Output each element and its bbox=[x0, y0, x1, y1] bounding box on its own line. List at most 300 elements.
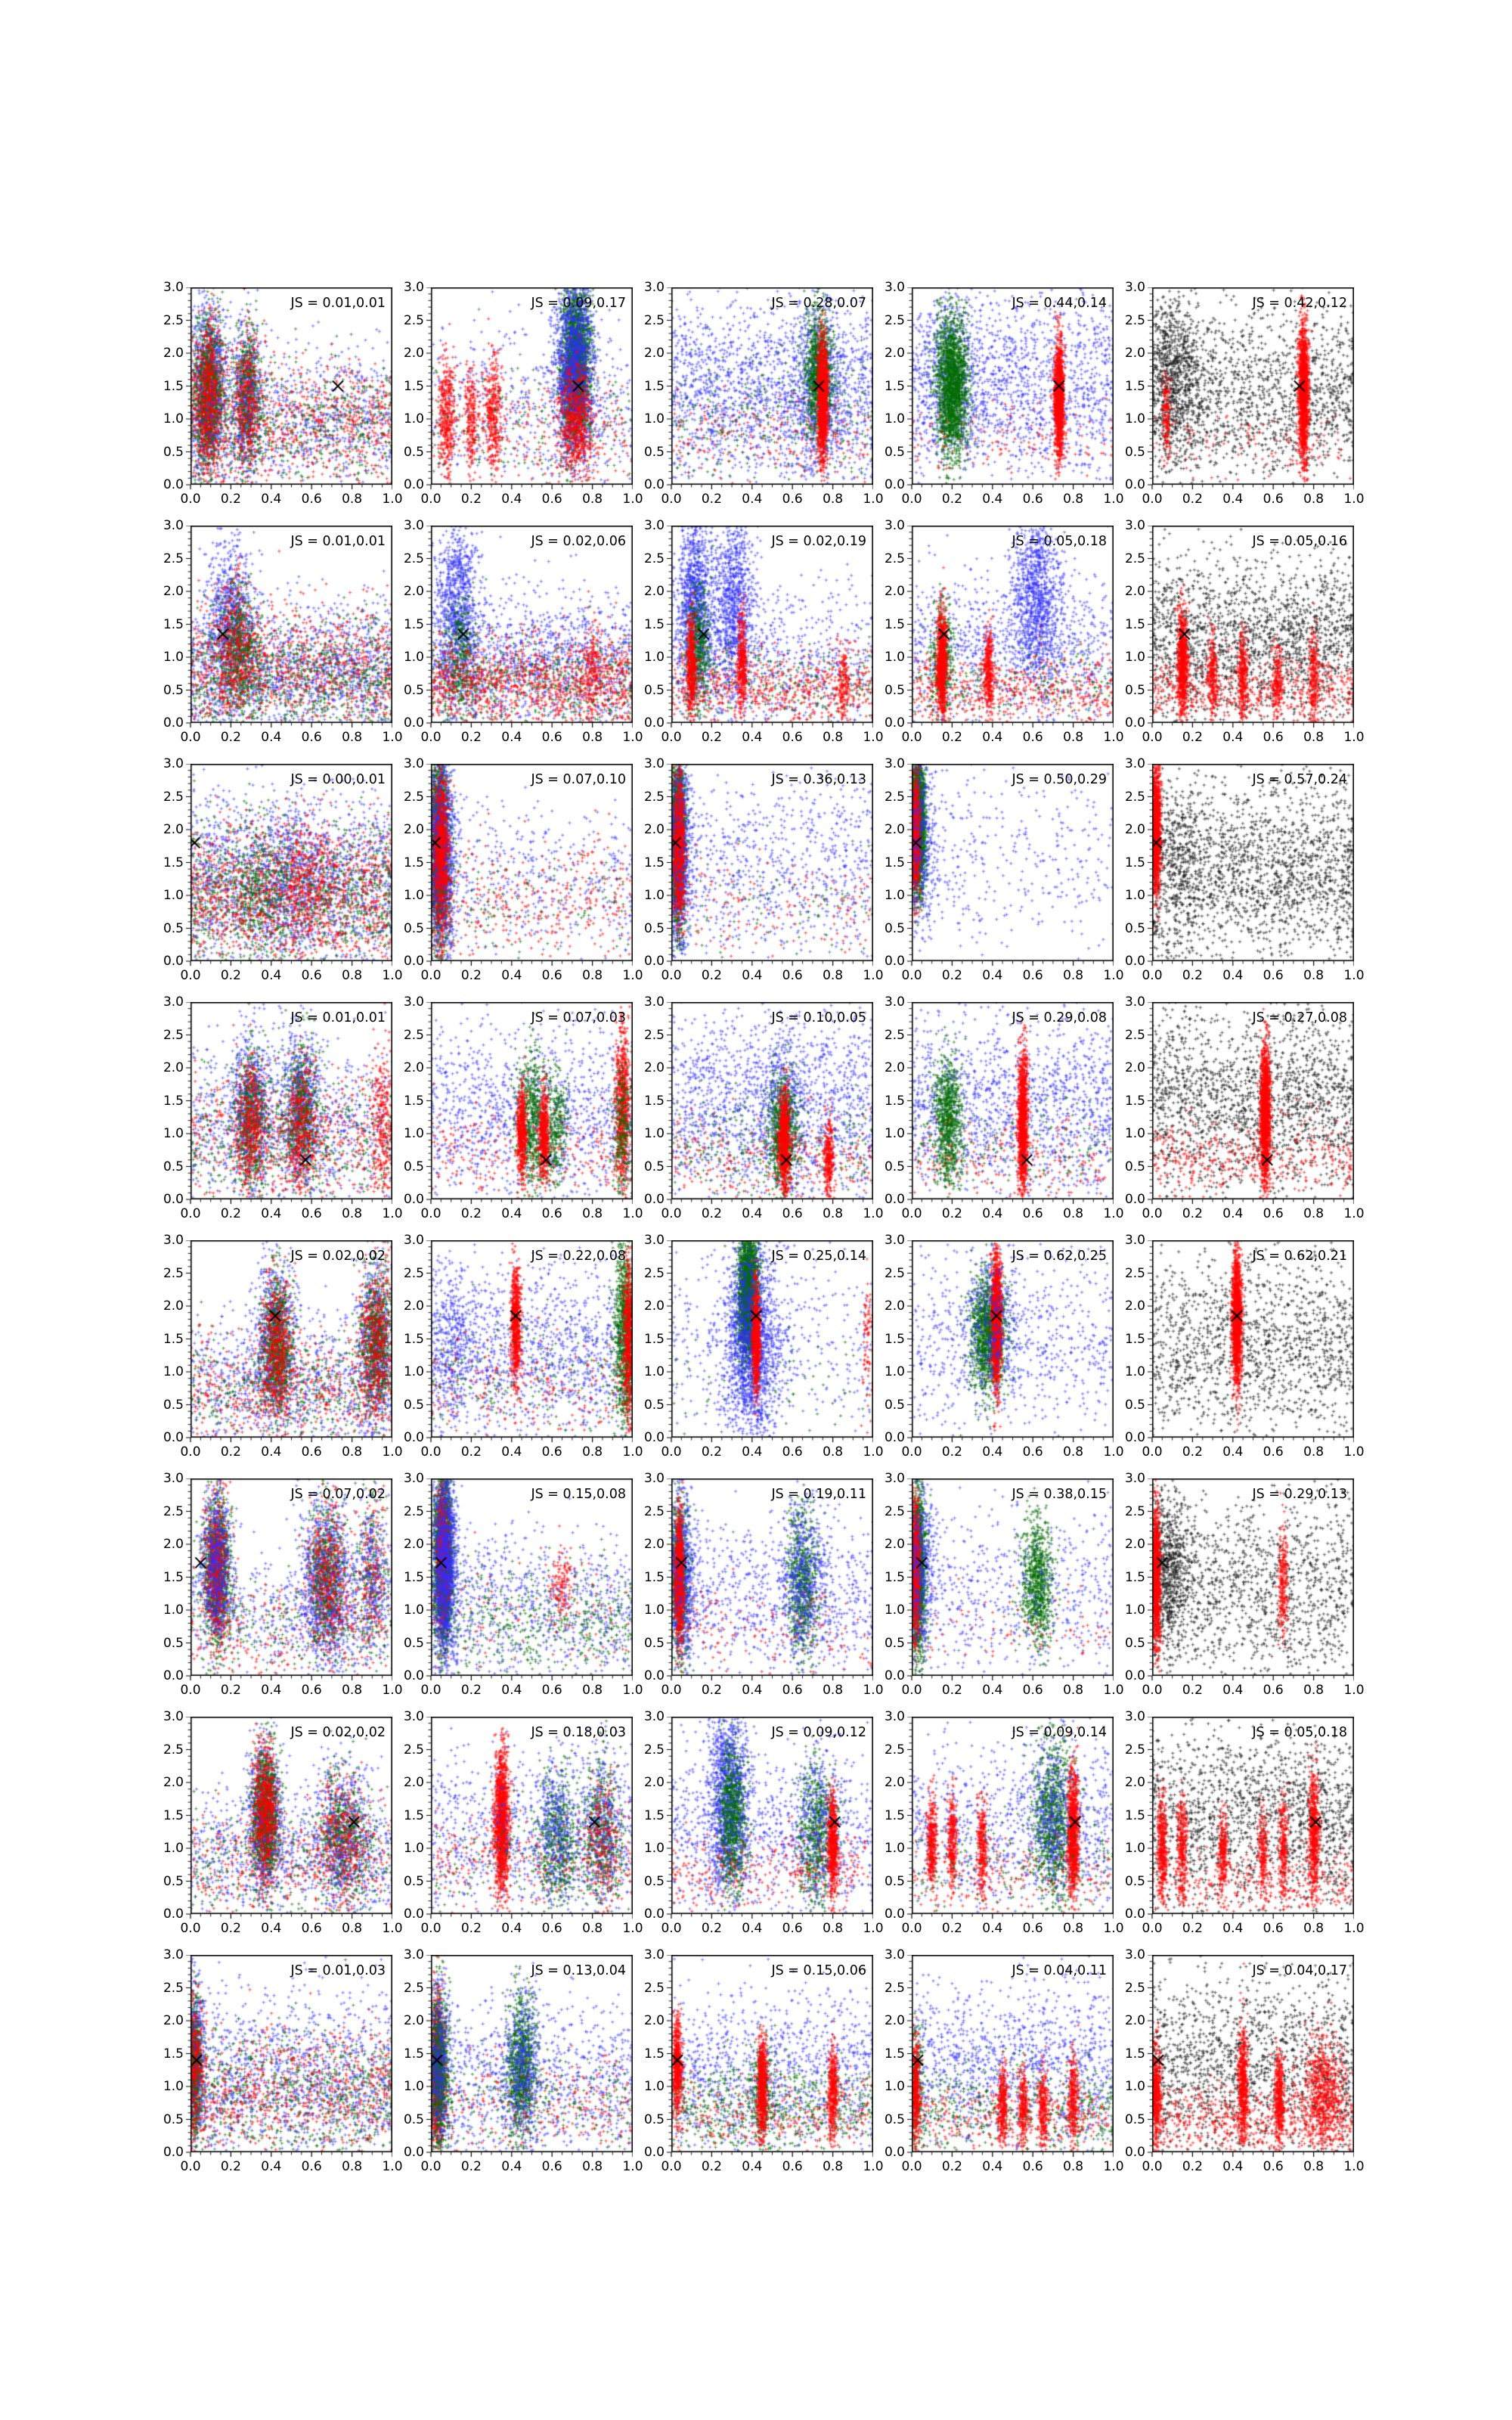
y-tick-label: 2.0 bbox=[403, 584, 424, 599]
x-tick-label: 1.0 bbox=[622, 1206, 643, 1221]
y-tick-label: 1.5 bbox=[163, 1569, 184, 1585]
subplot-r5c1 bbox=[163, 1233, 403, 1460]
y-tick-label: 0.0 bbox=[163, 715, 184, 731]
y-tick-label: 2.5 bbox=[403, 1742, 424, 1758]
y-tick-label: 1.5 bbox=[884, 2046, 905, 2062]
y-tick-label: 0.0 bbox=[1124, 954, 1145, 969]
y-tick-label: 1.0 bbox=[1124, 650, 1145, 665]
y-tick-label: 0.5 bbox=[403, 1873, 424, 1889]
scatter-canvas bbox=[1143, 526, 1354, 732]
subplot-r3c2 bbox=[403, 756, 643, 983]
x-tick-label: 0.2 bbox=[1182, 1683, 1203, 1698]
y-tick-label: 0.5 bbox=[1124, 2111, 1145, 2127]
js-annotation: JS = 0.13,0.04 bbox=[531, 1963, 626, 1978]
x-tick-label: 0.0 bbox=[901, 2159, 922, 2174]
subplot-r5c3 bbox=[643, 1233, 884, 1460]
y-tick-label: 1.0 bbox=[403, 1841, 424, 1856]
y-tick-label: 1.0 bbox=[163, 1364, 184, 1379]
y-tick-label: 0.0 bbox=[403, 1430, 424, 1445]
x-tick-label: 0.2 bbox=[460, 1683, 482, 1698]
x-tick-label: 0.6 bbox=[541, 1206, 562, 1221]
x-tick-label: 0.4 bbox=[742, 492, 763, 507]
subplot-r3c3 bbox=[643, 756, 884, 983]
scatter-canvas bbox=[422, 1240, 633, 1447]
y-tick-label: 2.5 bbox=[1124, 1980, 1145, 1996]
y-tick-label: 3.0 bbox=[884, 1947, 905, 1962]
x-tick-label: 0.2 bbox=[1182, 1206, 1203, 1221]
y-tick-label: 3.0 bbox=[1124, 1471, 1145, 1486]
x-tick-label: 0.4 bbox=[1222, 492, 1244, 507]
x-tick-label: 0.4 bbox=[501, 1444, 522, 1460]
scatter-canvas bbox=[422, 764, 633, 970]
x-tick-label: 1.0 bbox=[1343, 492, 1365, 507]
scatter-canvas bbox=[662, 526, 873, 732]
x-tick-label: 0.8 bbox=[342, 1921, 363, 1936]
subplot-r6c5 bbox=[1124, 1471, 1365, 1698]
x-tick-label: 1.0 bbox=[382, 1444, 403, 1460]
y-tick-label: 2.0 bbox=[1124, 1060, 1145, 1075]
y-tick-label: 1.5 bbox=[1124, 855, 1145, 870]
y-tick-label: 2.5 bbox=[403, 1027, 424, 1043]
x-tick-label: 0.4 bbox=[1222, 1206, 1244, 1221]
x-tick-label: 0.4 bbox=[1222, 1921, 1244, 1936]
y-tick-label: 2.0 bbox=[884, 1775, 905, 1790]
y-tick-label: 1.0 bbox=[1124, 1841, 1145, 1856]
x-tick-label: 0.2 bbox=[941, 2159, 962, 2174]
x-tick-label: 0.6 bbox=[1263, 1206, 1284, 1221]
x-tick-label: 0.8 bbox=[342, 492, 363, 507]
y-tick-label: 0.5 bbox=[643, 2111, 665, 2127]
x-tick-label: 0.8 bbox=[342, 730, 363, 745]
y-tick-label: 2.0 bbox=[884, 1537, 905, 1552]
y-tick-label: 2.0 bbox=[1124, 1537, 1145, 1552]
y-tick-label: 2.0 bbox=[1124, 2013, 1145, 2028]
y-tick-label: 0.0 bbox=[1124, 1192, 1145, 1207]
x-tick-label: 0.2 bbox=[701, 492, 722, 507]
y-tick-label: 2.0 bbox=[884, 2013, 905, 2028]
scatter-canvas bbox=[1143, 1002, 1354, 1208]
x-tick-label: 0.6 bbox=[1263, 968, 1284, 983]
y-tick-label: 1.5 bbox=[1124, 2046, 1145, 2062]
x-tick-label: 0.4 bbox=[501, 1206, 522, 1221]
x-tick-label: 0.0 bbox=[901, 1683, 922, 1698]
y-tick-label: 3.0 bbox=[643, 994, 665, 1010]
y-tick-label: 2.5 bbox=[163, 312, 184, 328]
x-tick-label: 0.2 bbox=[941, 492, 962, 507]
y-tick-label: 2.0 bbox=[163, 346, 184, 361]
x-tick-label: 0.4 bbox=[261, 1921, 282, 1936]
y-tick-label: 0.0 bbox=[163, 1907, 184, 1922]
js-annotation: JS = 0.36,0.13 bbox=[771, 772, 866, 787]
x-tick-label: 0.8 bbox=[582, 968, 603, 983]
y-tick-label: 0.5 bbox=[403, 1635, 424, 1651]
js-annotation: JS = 0.19,0.11 bbox=[771, 1487, 866, 1502]
x-tick-label: 1.0 bbox=[1343, 1683, 1365, 1698]
y-tick-label: 1.5 bbox=[163, 616, 184, 632]
y-tick-label: 1.0 bbox=[884, 1602, 905, 1618]
y-tick-label: 2.0 bbox=[643, 1298, 665, 1314]
x-tick-label: 0.6 bbox=[301, 968, 322, 983]
x-tick-label: 0.4 bbox=[261, 1444, 282, 1460]
subplot-r2c3 bbox=[643, 518, 884, 745]
y-tick-label: 2.5 bbox=[884, 1503, 905, 1519]
x-tick-label: 1.0 bbox=[1343, 1921, 1365, 1936]
y-tick-label: 0.0 bbox=[403, 477, 424, 492]
x-tick-label: 0.0 bbox=[420, 1683, 442, 1698]
subplot-r8c3 bbox=[643, 1947, 884, 2174]
x-tick-label: 0.4 bbox=[982, 1206, 1003, 1221]
y-tick-label: 2.5 bbox=[884, 551, 905, 566]
y-tick-label: 2.0 bbox=[643, 1060, 665, 1075]
y-tick-label: 3.0 bbox=[884, 280, 905, 295]
y-tick-label: 0.0 bbox=[163, 477, 184, 492]
subplot-r3c4 bbox=[884, 756, 1124, 983]
x-tick-label: 0.4 bbox=[742, 1444, 763, 1460]
y-tick-label: 1.5 bbox=[403, 378, 424, 394]
subplot-r1c4 bbox=[884, 280, 1124, 507]
x-tick-label: 0.2 bbox=[701, 1444, 722, 1460]
y-tick-label: 2.5 bbox=[163, 789, 184, 805]
y-tick-label: 0.0 bbox=[1124, 1907, 1145, 1922]
y-tick-label: 0.5 bbox=[403, 920, 424, 936]
x-tick-label: 0.2 bbox=[701, 968, 722, 983]
y-tick-label: 1.0 bbox=[163, 1126, 184, 1141]
y-tick-label: 3.0 bbox=[1124, 280, 1145, 295]
x-tick-label: 1.0 bbox=[622, 1921, 643, 1936]
subplot-r2c2 bbox=[403, 518, 643, 745]
js-annotation: JS = 0.18,0.03 bbox=[531, 1725, 626, 1740]
x-tick-label: 0.6 bbox=[782, 1683, 803, 1698]
x-tick-label: 1.0 bbox=[863, 492, 884, 507]
subplot-r1c3 bbox=[643, 280, 884, 507]
y-tick-label: 1.5 bbox=[643, 2046, 665, 2062]
x-tick-label: 1.0 bbox=[1103, 1921, 1124, 1936]
x-tick-label: 0.8 bbox=[823, 2159, 844, 2174]
x-tick-label: 1.0 bbox=[382, 2159, 403, 2174]
x-tick-label: 1.0 bbox=[1103, 730, 1124, 745]
y-tick-label: 3.0 bbox=[643, 1233, 665, 1248]
y-tick-label: 2.5 bbox=[643, 1980, 665, 1996]
y-tick-label: 0.5 bbox=[643, 1873, 665, 1889]
y-tick-label: 0.0 bbox=[1124, 715, 1145, 731]
y-tick-label: 3.0 bbox=[1124, 756, 1145, 771]
y-tick-label: 2.0 bbox=[643, 1537, 665, 1552]
y-tick-label: 1.0 bbox=[163, 1841, 184, 1856]
x-tick-label: 0.8 bbox=[582, 1444, 603, 1460]
y-tick-label: 2.0 bbox=[163, 1060, 184, 1075]
y-tick-label: 0.0 bbox=[643, 954, 665, 969]
x-tick-label: 0.4 bbox=[742, 1683, 763, 1698]
y-tick-label: 2.5 bbox=[643, 1503, 665, 1519]
y-tick-label: 2.5 bbox=[1124, 551, 1145, 566]
x-tick-label: 0.6 bbox=[541, 492, 562, 507]
x-tick-label: 0.2 bbox=[460, 1921, 482, 1936]
x-tick-label: 0.0 bbox=[180, 492, 201, 507]
x-tick-label: 0.0 bbox=[661, 1206, 682, 1221]
y-tick-label: 1.0 bbox=[643, 1602, 665, 1618]
x-tick-label: 0.0 bbox=[901, 1921, 922, 1936]
x-tick-label: 0.4 bbox=[982, 492, 1003, 507]
x-tick-label: 0.0 bbox=[661, 730, 682, 745]
y-tick-label: 1.5 bbox=[643, 855, 665, 870]
x-tick-label: 0.4 bbox=[982, 730, 1003, 745]
x-tick-label: 0.6 bbox=[1263, 492, 1284, 507]
scatter-canvas bbox=[181, 287, 392, 494]
subplot-r1c1 bbox=[163, 280, 403, 507]
subplot-r4c4 bbox=[884, 994, 1124, 1221]
y-tick-label: 1.5 bbox=[403, 1569, 424, 1585]
scatter-canvas bbox=[181, 764, 392, 970]
y-tick-label: 2.5 bbox=[163, 1980, 184, 1996]
y-tick-label: 2.0 bbox=[163, 1298, 184, 1314]
y-tick-label: 2.5 bbox=[643, 1265, 665, 1281]
y-tick-label: 0.0 bbox=[884, 477, 905, 492]
x-tick-label: 1.0 bbox=[863, 1444, 884, 1460]
x-tick-label: 0.4 bbox=[261, 1206, 282, 1221]
y-tick-label: 1.0 bbox=[403, 1126, 424, 1141]
x-tick-label: 0.6 bbox=[782, 1444, 803, 1460]
x-tick-label: 0.8 bbox=[342, 1444, 363, 1460]
y-tick-label: 2.0 bbox=[403, 346, 424, 361]
scatter-canvas bbox=[422, 1717, 633, 1923]
y-tick-label: 1.0 bbox=[403, 411, 424, 427]
subplot-r6c1 bbox=[163, 1471, 403, 1698]
x-tick-label: 0.4 bbox=[1222, 1683, 1244, 1698]
x-tick-label: 0.6 bbox=[541, 1683, 562, 1698]
x-tick-label: 0.2 bbox=[701, 2159, 722, 2174]
x-tick-label: 0.6 bbox=[301, 1921, 322, 1936]
x-tick-label: 1.0 bbox=[382, 1683, 403, 1698]
x-tick-label: 0.2 bbox=[1182, 2159, 1203, 2174]
y-tick-label: 1.5 bbox=[1124, 1331, 1145, 1347]
y-tick-label: 3.0 bbox=[163, 518, 184, 533]
scatter-canvas bbox=[1143, 1478, 1354, 1685]
x-tick-label: 0.8 bbox=[1063, 1444, 1084, 1460]
x-tick-label: 0.2 bbox=[1182, 968, 1203, 983]
y-tick-label: 0.0 bbox=[163, 1668, 184, 1683]
y-tick-label: 1.5 bbox=[163, 1093, 184, 1109]
y-tick-label: 0.0 bbox=[1124, 1668, 1145, 1683]
js-annotation: JS = 0.28,0.07 bbox=[771, 296, 866, 311]
scatter-canvas bbox=[1143, 1717, 1354, 1923]
y-tick-label: 1.5 bbox=[163, 378, 184, 394]
y-tick-label: 0.0 bbox=[643, 715, 665, 731]
x-tick-label: 1.0 bbox=[1343, 730, 1365, 745]
x-tick-label: 0.4 bbox=[261, 2159, 282, 2174]
js-annotation: JS = 0.02,0.02 bbox=[290, 1249, 386, 1264]
y-tick-label: 2.0 bbox=[643, 584, 665, 599]
x-tick-label: 1.0 bbox=[382, 1206, 403, 1221]
js-annotation: JS = 0.22,0.08 bbox=[531, 1249, 626, 1264]
y-tick-label: 1.0 bbox=[1124, 411, 1145, 427]
scatter-canvas bbox=[903, 287, 1114, 494]
scatter-canvas bbox=[422, 1002, 633, 1208]
y-tick-label: 2.5 bbox=[403, 1265, 424, 1281]
y-tick-label: 3.0 bbox=[1124, 994, 1145, 1010]
scatter-canvas bbox=[903, 1717, 1114, 1923]
js-annotation: JS = 0.15,0.06 bbox=[771, 1963, 866, 1978]
x-tick-label: 0.0 bbox=[1142, 1921, 1163, 1936]
x-tick-label: 0.8 bbox=[1063, 1921, 1084, 1936]
y-tick-label: 1.0 bbox=[403, 650, 424, 665]
y-tick-label: 0.0 bbox=[884, 2145, 905, 2160]
y-tick-label: 1.0 bbox=[403, 888, 424, 903]
y-tick-label: 3.0 bbox=[884, 1233, 905, 1248]
js-annotation: JS = 0.09,0.14 bbox=[1012, 1725, 1107, 1740]
y-tick-label: 1.0 bbox=[1124, 888, 1145, 903]
js-annotation: JS = 0.44,0.14 bbox=[1012, 296, 1107, 311]
x-tick-label: 1.0 bbox=[382, 1921, 403, 1936]
x-tick-label: 0.2 bbox=[220, 968, 241, 983]
y-tick-label: 0.5 bbox=[884, 1159, 905, 1174]
y-tick-label: 2.0 bbox=[163, 584, 184, 599]
x-tick-label: 0.4 bbox=[982, 2159, 1003, 2174]
y-tick-label: 2.5 bbox=[403, 1503, 424, 1519]
y-tick-label: 3.0 bbox=[643, 1947, 665, 1962]
y-tick-label: 2.5 bbox=[163, 1265, 184, 1281]
x-tick-label: 0.8 bbox=[1063, 1683, 1084, 1698]
y-tick-label: 0.0 bbox=[403, 715, 424, 731]
scatter-canvas bbox=[662, 287, 873, 494]
y-tick-label: 1.5 bbox=[643, 1569, 665, 1585]
y-tick-label: 2.0 bbox=[1124, 1775, 1145, 1790]
x-tick-label: 1.0 bbox=[622, 2159, 643, 2174]
x-tick-label: 0.4 bbox=[1222, 730, 1244, 745]
y-tick-label: 1.0 bbox=[1124, 1126, 1145, 1141]
y-tick-label: 1.0 bbox=[163, 2079, 184, 2094]
x-tick-label: 0.0 bbox=[420, 1444, 442, 1460]
x-tick-label: 0.0 bbox=[420, 730, 442, 745]
x-tick-label: 0.8 bbox=[1063, 1206, 1084, 1221]
x-tick-label: 1.0 bbox=[863, 1921, 884, 1936]
x-tick-label: 0.2 bbox=[941, 968, 962, 983]
scatter-canvas bbox=[422, 526, 633, 732]
y-tick-label: 0.5 bbox=[643, 1635, 665, 1651]
y-tick-label: 1.0 bbox=[163, 650, 184, 665]
y-tick-label: 0.0 bbox=[1124, 1430, 1145, 1445]
x-tick-label: 1.0 bbox=[382, 492, 403, 507]
x-tick-label: 0.4 bbox=[1222, 1444, 1244, 1460]
js-annotation: JS = 0.01,0.03 bbox=[290, 1963, 386, 1978]
y-tick-label: 1.5 bbox=[163, 2046, 184, 2062]
y-tick-label: 0.0 bbox=[884, 954, 905, 969]
y-tick-label: 1.0 bbox=[1124, 2079, 1145, 2094]
y-tick-label: 2.0 bbox=[1124, 822, 1145, 837]
x-tick-label: 0.0 bbox=[1142, 1206, 1163, 1221]
y-tick-label: 2.0 bbox=[884, 584, 905, 599]
y-tick-label: 2.0 bbox=[884, 346, 905, 361]
x-tick-label: 1.0 bbox=[622, 730, 643, 745]
x-tick-label: 0.4 bbox=[501, 492, 522, 507]
y-tick-label: 1.0 bbox=[1124, 1364, 1145, 1379]
x-tick-label: 0.2 bbox=[941, 730, 962, 745]
y-tick-label: 2.0 bbox=[643, 1775, 665, 1790]
y-tick-label: 0.0 bbox=[643, 1907, 665, 1922]
y-tick-label: 3.0 bbox=[163, 1709, 184, 1724]
y-tick-label: 0.5 bbox=[163, 444, 184, 460]
y-tick-label: 3.0 bbox=[403, 994, 424, 1010]
y-tick-label: 3.0 bbox=[1124, 1947, 1145, 1962]
x-tick-label: 0.8 bbox=[1303, 2159, 1325, 2174]
y-tick-label: 2.5 bbox=[163, 1027, 184, 1043]
y-tick-label: 3.0 bbox=[884, 1471, 905, 1486]
y-tick-label: 0.5 bbox=[643, 682, 665, 698]
y-tick-label: 0.0 bbox=[884, 1430, 905, 1445]
x-tick-label: 1.0 bbox=[382, 968, 403, 983]
y-tick-label: 2.5 bbox=[643, 1742, 665, 1758]
x-tick-label: 0.4 bbox=[742, 1921, 763, 1936]
x-tick-label: 0.0 bbox=[661, 1683, 682, 1698]
y-tick-label: 0.5 bbox=[643, 1159, 665, 1174]
y-tick-label: 0.0 bbox=[1124, 477, 1145, 492]
js-annotation: JS = 0.10,0.05 bbox=[771, 1010, 866, 1025]
y-tick-label: 1.5 bbox=[884, 1093, 905, 1109]
js-annotation: JS = 0.15,0.08 bbox=[531, 1487, 626, 1502]
x-tick-label: 1.0 bbox=[863, 968, 884, 983]
subplot-r1c5 bbox=[1124, 280, 1365, 507]
x-tick-label: 0.2 bbox=[701, 730, 722, 745]
subplot-r3c1 bbox=[163, 756, 403, 983]
scatter-canvas bbox=[903, 1240, 1114, 1447]
y-tick-label: 0.0 bbox=[884, 1907, 905, 1922]
x-tick-label: 1.0 bbox=[1343, 2159, 1365, 2174]
x-tick-label: 0.6 bbox=[301, 730, 322, 745]
x-tick-label: 0.8 bbox=[823, 968, 844, 983]
x-tick-label: 0.8 bbox=[582, 1921, 603, 1936]
y-tick-label: 0.5 bbox=[163, 1159, 184, 1174]
x-tick-label: 0.8 bbox=[1063, 730, 1084, 745]
y-tick-label: 3.0 bbox=[643, 756, 665, 771]
y-tick-label: 0.0 bbox=[403, 1668, 424, 1683]
x-tick-label: 0.0 bbox=[420, 968, 442, 983]
y-tick-label: 2.5 bbox=[884, 312, 905, 328]
x-tick-label: 0.6 bbox=[1022, 1683, 1043, 1698]
y-tick-label: 0.0 bbox=[163, 1430, 184, 1445]
y-tick-label: 2.0 bbox=[403, 1537, 424, 1552]
y-tick-label: 2.5 bbox=[1124, 1265, 1145, 1281]
js-annotation: JS = 0.05,0.16 bbox=[1252, 534, 1347, 549]
x-tick-label: 0.8 bbox=[1303, 1683, 1325, 1698]
y-tick-label: 3.0 bbox=[403, 1947, 424, 1962]
x-tick-label: 0.6 bbox=[301, 2159, 322, 2174]
y-tick-label: 1.5 bbox=[403, 1093, 424, 1109]
y-tick-label: 1.0 bbox=[1124, 1602, 1145, 1618]
y-tick-label: 1.5 bbox=[643, 378, 665, 394]
subplot-r4c1 bbox=[163, 994, 403, 1221]
x-tick-label: 0.2 bbox=[460, 1444, 482, 1460]
y-tick-label: 0.5 bbox=[884, 1635, 905, 1651]
x-tick-label: 1.0 bbox=[1103, 2159, 1124, 2174]
x-tick-label: 0.0 bbox=[180, 1683, 201, 1698]
y-tick-label: 2.5 bbox=[1124, 312, 1145, 328]
y-tick-label: 2.5 bbox=[643, 312, 665, 328]
y-tick-label: 3.0 bbox=[163, 756, 184, 771]
x-tick-label: 0.4 bbox=[742, 968, 763, 983]
y-tick-label: 2.0 bbox=[884, 822, 905, 837]
x-tick-label: 0.4 bbox=[261, 968, 282, 983]
x-tick-label: 0.6 bbox=[301, 492, 322, 507]
x-tick-label: 0.8 bbox=[1303, 730, 1325, 745]
y-tick-label: 0.0 bbox=[163, 1192, 184, 1207]
y-tick-label: 0.5 bbox=[643, 444, 665, 460]
js-annotation: JS = 0.42,0.12 bbox=[1252, 296, 1347, 311]
x-tick-label: 0.0 bbox=[180, 968, 201, 983]
x-tick-label: 0.0 bbox=[180, 1444, 201, 1460]
x-tick-label: 1.0 bbox=[1103, 968, 1124, 983]
y-tick-label: 2.0 bbox=[1124, 584, 1145, 599]
y-tick-label: 1.0 bbox=[884, 1841, 905, 1856]
js-annotation: JS = 0.07,0.10 bbox=[531, 772, 626, 787]
